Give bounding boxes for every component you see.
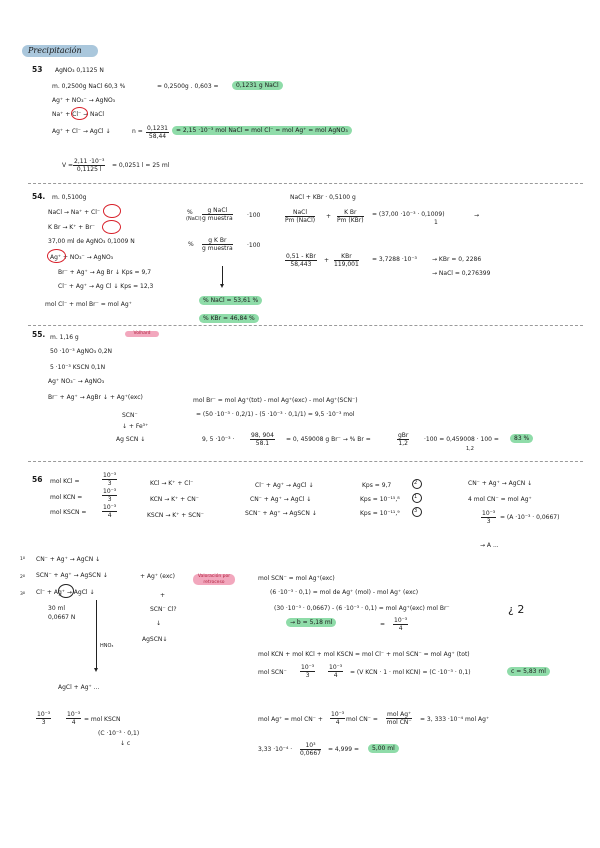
text-line: = 0, 459008 g Br⁻ → % Br = [286,436,371,443]
fraction: $\frac{\text{10⁻³}}{3}$ [482,510,496,525]
text-line: SCN⁻ Cl? [150,606,177,613]
fraction: g NaCl g muestra [202,207,233,222]
fraction: NaCl Pm (NaCl) [285,209,316,224]
fraction: $\frac{\text{10⁻³}}{3}$ [37,711,51,726]
text-line: mol Br⁻ = mol Ag⁺(tot) - mol Ag⁺(exc) - mol Ag⁺(SCN⁻) [193,397,358,404]
text-line: = 0,2500g . 0,603 = [157,83,219,90]
red-circle-mark [103,204,121,218]
text-line: + Ag⁺ (exc) [140,573,175,580]
text-line: 4 mol CN⁻ = mol Ag⁺ [468,496,532,503]
order-number: 3 [414,508,418,514]
text-line: 0,0667 N [48,614,76,621]
text-line: → A ... [480,542,499,549]
text-line: Ag⁺ + NO₃⁻ → AgNO₃ [52,97,116,104]
fraction: $\frac{0,1231}{58,44}$ [147,125,168,140]
text-line: ↓ [156,620,162,627]
text-line: SCN⁻ + Ag⁺ → AgSCN ↓ [245,510,317,517]
text-line: % [187,209,193,216]
divider [28,461,583,462]
text-line: Kps = 10⁻¹¹,⁹ [360,510,400,517]
text-line: HNO₃ [100,643,114,649]
text-line: 5 ·10⁻³ KSCN 0,1N [50,364,106,371]
fraction: g K Br g muestra [202,237,233,252]
divider [28,325,583,326]
text-line: = 3,7288 ·10⁻³ [372,256,417,263]
red-circle-mark [71,107,88,120]
text-line: mol CN⁻ = [346,716,378,723]
fraction: $\frac{\text{10⁻³}}{4}$ [329,664,343,679]
text-line: 50 ·10⁻³ AgNO₃ 0,2N [50,348,113,355]
text-line: Cl⁻ + Ag⁺ → AgCl ↓ [255,482,314,489]
text-line: KCN → K⁺ + CN⁻ [150,496,199,503]
order-number: 2 [414,480,418,486]
text-line: mol SCN⁻ = mol Ag⁺(exc) [258,575,335,582]
circle-mark [58,584,74,598]
text-line: ¿ 2 [508,603,525,616]
text-line: 1,2 [466,446,474,452]
problem-number: 54. [32,192,46,201]
text-line: ·100 [247,242,261,249]
text-line: Kps = 10⁻¹⁵,⁸ [360,496,400,503]
text-line: KCl → K⁺ + Cl⁻ [150,480,194,487]
text-line: mol Ag⁺ = mol CN⁻ + [258,716,323,723]
down-arrow-icon [96,600,97,670]
fraction: $\frac{\text{10⁻³}}{3}$ [103,488,117,503]
text-line: NaCl → Na⁺ + Cl⁻ [48,209,101,216]
text-line: = (37,00 ·10⁻³ · 0,1009) [372,211,445,218]
text-line: Br⁻ + Ag⁺ → Ag Br ↓ Kps = 9,7 [58,269,152,276]
text-line: 3,33 ·10⁻⁴ · [258,746,293,753]
text-line: mol KCN = [50,494,83,501]
step-label: 3º [20,592,25,597]
fraction: mol Ag⁺ mol CN⁻ [386,711,412,726]
result-highlight: → b = 5,18 ml [286,618,336,627]
text-line: mol SCN⁻ [258,669,287,676]
text-line: (NaCl) [186,216,202,222]
fraction: $\frac{\text{10³}}{0,0667}$ [300,742,321,757]
text-line: Br⁻ + Ag⁺ → AgBr ↓ + Ag⁺(exc) [48,394,143,401]
text-line: = 4,999 = [328,746,360,753]
fraction: $\frac{\text{2,11 ·10⁻³}}{0,1125 l}$ [74,158,105,173]
fraction: $\frac{98, 904}{58.1}$ [251,432,274,447]
text-line: SCN⁻ + Ag⁺ → AgSCN ↓ [36,572,108,579]
result-highlight: 0,1231 g NaCl [232,81,283,90]
result-highlight: % KBr = 46,84 % [199,314,259,323]
text-line: = 3, 333 ·10⁻⁴ mol Ag⁺ [420,716,490,723]
text-line: mol KCN + mol KCl + mol KSCN = mol Cl⁻ + mol SCN⁻ = mol Ag⁺ (tot) [258,651,470,658]
text-line: mol KSCN = [50,509,87,516]
text-line: = 0,0251 l = 25 ml [112,162,170,169]
text-line: → KBr = 0, 2286 [432,256,482,263]
fraction: 0,51 - KBr 58,443 [286,253,316,268]
divider [28,183,583,184]
text-line: (C ·10⁻³ · 0,1) [98,730,140,737]
problem-number: 55. [32,330,46,339]
result-highlight: c = 5,83 ml [507,667,550,676]
problem-number: 53 [32,65,43,74]
text-line: KSCN → K⁺ + SCN⁻ [147,512,204,519]
result-highlight: % NaCl = 53,61 % [199,296,262,305]
red-circle-mark [102,220,121,234]
text-line: 1 [434,219,438,226]
text-line: ·100 = 0,459008 · 100 = [424,436,499,443]
text-line: SCN⁻ [122,412,138,419]
text-line: Ag⁺ + Cl⁻ → AgCl ↓ [52,128,111,135]
text-line: + [324,257,330,264]
text-line: → [474,212,480,219]
text-line: 9, 5 ·10⁻³ · [202,436,235,443]
text-line: m. 0,2500g NaCl 60,3 % [52,83,126,90]
text-line: Cl⁻ + Ag⁺ → Ag Cl ↓ Kps = 12,3 [58,283,154,290]
text-line: Ag⁺ + NO₃⁻ → AgNO₃ [50,254,114,261]
text-line: = [380,621,386,628]
fraction: $\frac{\text{10⁻³}}{4}$ [103,504,117,519]
text-line: ↓ + Fe³⁺ [122,423,149,430]
red-circle-mark [47,249,66,263]
text-line: ·100 [247,212,261,219]
text-line: 37,00 ml de AgNO₃ 0,1009 N [48,238,135,245]
fraction: $\frac{\text{10⁻³}}{4}$ [67,711,81,726]
text-line: V = [62,162,74,169]
result-highlight: = 2,15 ·10⁻³ mol NaCl = mol Cl⁻ = mol Ag⁺ = mol AgNO₃ [172,126,352,135]
text-line: 30 ml [48,605,66,612]
text-line: CN⁻ + Ag⁺ → AgCN ↓ [36,556,101,563]
fraction: KBr 119,001 [334,253,359,268]
text-line: (30 ·10⁻³ · 0,0667) - (6 ·10⁻³ · 0,1) = mol Ag⁺(exc) mol Br⁻ [274,605,450,612]
text-line: m. 0,5100g [52,194,87,201]
text-line: Cl⁻ + Ag⁺ → AgCl ↓ [36,589,95,596]
method-tag: Volhard [125,331,159,337]
text-line: = (A ·10⁻³ · 0,0667) [500,514,560,521]
fraction: gBr 1,2 [398,432,409,447]
text-line: mol Cl⁻ + mol Br⁻ = mol Ag⁺ [45,301,132,308]
fraction: K Br Pm (KBr) [337,209,364,224]
fraction: $\frac{\text{10⁻³}}{3}$ [301,664,315,679]
text-line: → NaCl = 0,276399 [432,270,491,277]
text-line: mol KCl = [50,478,80,485]
fraction: $\frac{\text{10⁻³}}{4}$ [331,711,345,726]
text-line: = mol KSCN [84,716,121,723]
method-tag: Valoración por retroceso [193,574,235,585]
result-highlight: 83 % [510,434,533,443]
step-label: 1º [20,557,25,562]
page-title: Precipitación [22,45,98,57]
down-arrow-icon [222,266,223,286]
step-label: 2º [20,575,25,580]
text-line: AgCl + Ag⁺ ... [58,684,100,691]
text-line: AgSCN↓ [142,636,168,643]
text-line: Ag⁺ NO₃⁻ → AgNO₃ [48,378,105,385]
text-line: n = [132,128,143,135]
text-line: m. 1,16 g [50,334,79,341]
text-line: K Br → K⁺ + Br⁻ [48,224,95,231]
text-line: Na⁺ + Cl⁻ → NaCl [52,111,105,118]
text-line: = (V KCN · 1 · mol KCN) = (C ·10⁻³ · 0,1) [350,669,471,676]
text-line: Ag SCN ↓ [116,436,146,443]
text-line: ↓ c [120,740,131,747]
problem-number: 56 [32,475,43,484]
text-line: Kps = 9,7 [362,482,392,489]
text-line: = (50 ·10⁻³ · 0,2/1) - (5 ·10⁻³ · 0,1/1) = 9,5 ·10⁻³ mol [196,411,355,418]
text-line: % [188,241,194,248]
result-highlight: 5,00 ml [368,744,399,753]
text-line: CN⁻ + Ag⁺ → AgCN ↓ [468,480,533,487]
text-line: + [160,592,166,599]
fraction: $\frac{\text{10⁻³}}{3}$ [103,472,117,487]
text-line: + [326,213,332,220]
text-line: (6 ·10⁻³ · 0,1) = mol de Ag⁺ (mol) - mol Ag⁺ (exc) [270,589,419,596]
order-number: 1 [414,494,418,500]
text-line: AgNO₃ 0,1125 N [55,67,104,74]
text-line: CN⁻ + Ag⁺ → AgCl ↓ [250,496,312,503]
text-line: NaCl + KBr · 0,5100 g [290,194,356,201]
fraction: $\frac{\text{10⁻³}}{4}$ [394,617,408,632]
